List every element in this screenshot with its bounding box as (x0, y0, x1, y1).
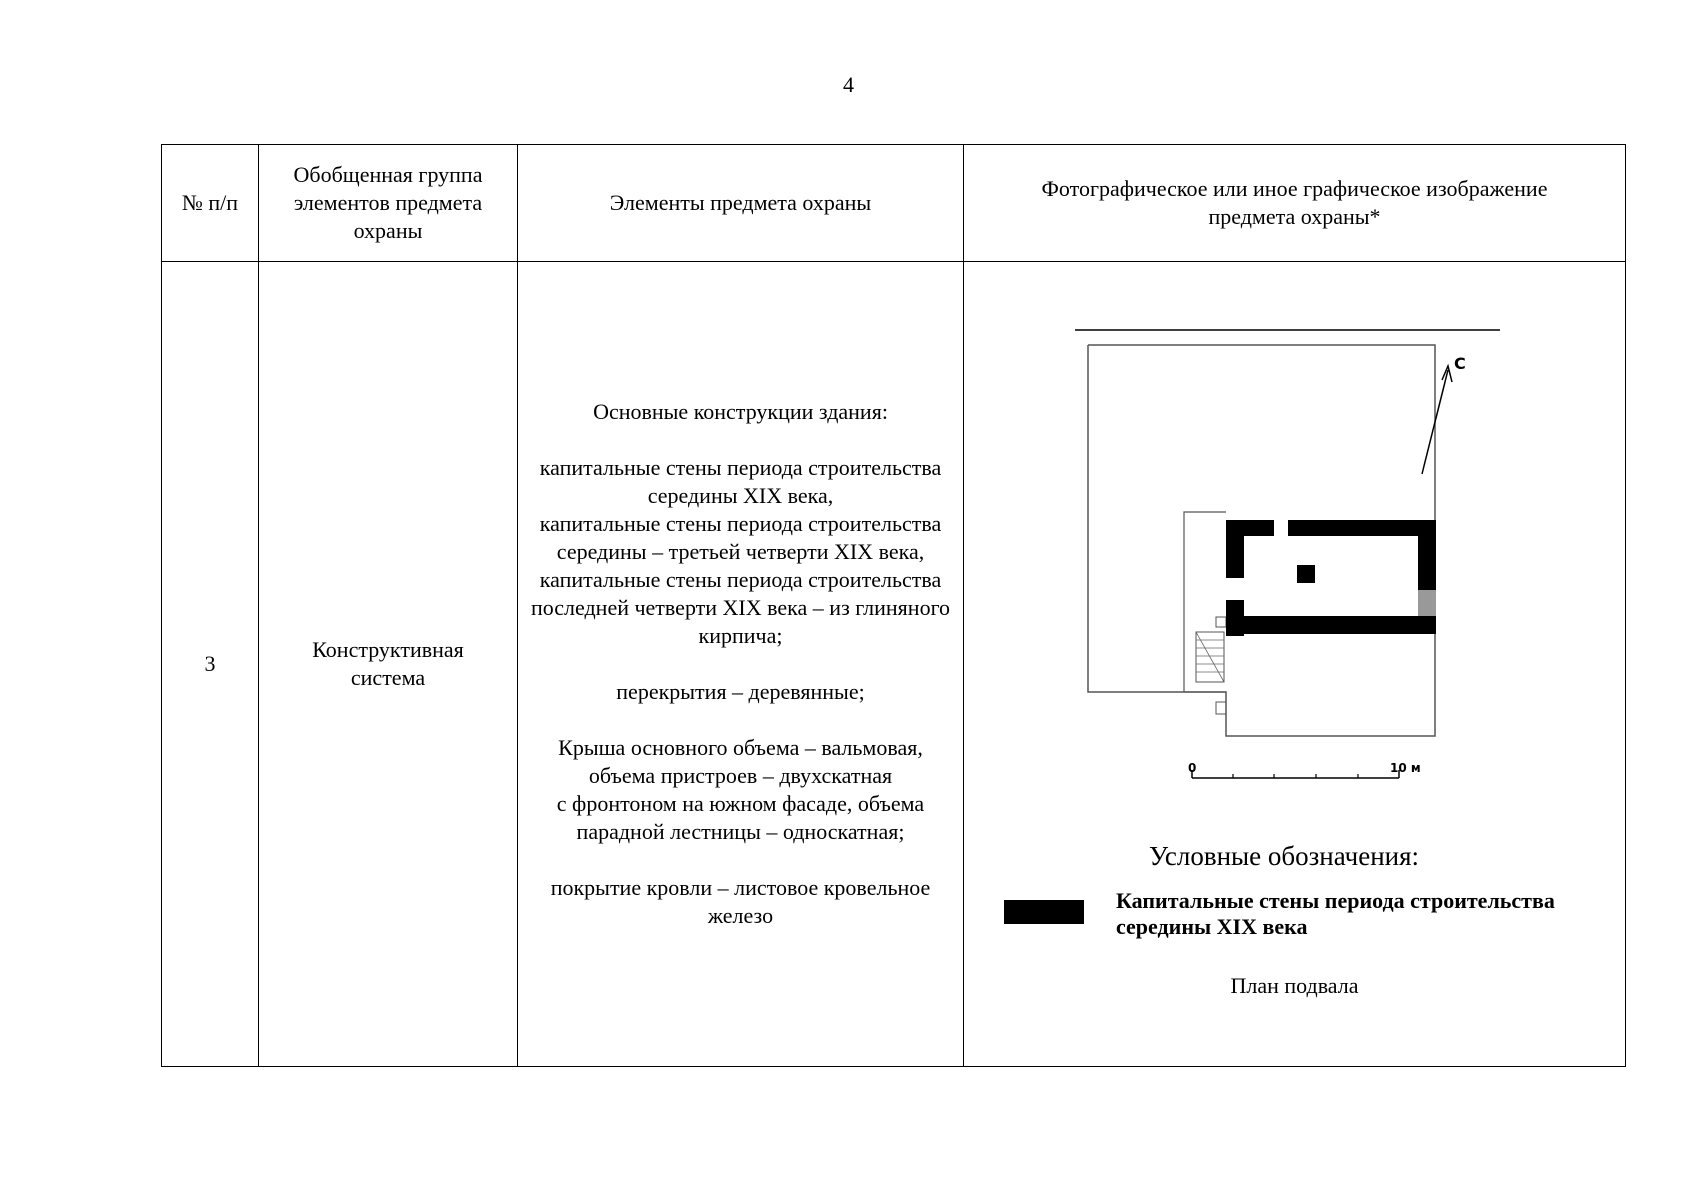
north-label: С (1454, 354, 1466, 373)
row-image-cell (964, 262, 1626, 1067)
basement-plan (964, 262, 1625, 1067)
table-row (162, 262, 1626, 1067)
row-group: Конструктивная система (259, 262, 518, 1067)
page-number: 4 (843, 72, 854, 97)
row-num: 3 (162, 262, 259, 1067)
header-elements: Элементы предмета охраны (518, 145, 964, 262)
row-elements: Основные конструкции здания: капитальные стены периода строительства середины XIX века, капитальные стены периода строительства середины – третьей четверти XIX века, капитальные стены периода строительства последней четверти XIX века – из глиняного кирпича; перекрытия – деревянные; Крыша основного объема – вальмовая, объема пристроев – двухскатная с фронтоном на южном фасаде, объема парадной лестницы – односкатная; покрытие кровли – листовое кровельное железо (518, 262, 964, 1067)
scale-end-label: 10 м (1390, 761, 1421, 775)
plan-caption: План подвала (1230, 973, 1359, 998)
header-num: № п/п (162, 145, 259, 262)
header-group: Обобщенная группа элементов предмета охраны (259, 145, 518, 262)
legend-title: Условные обозначения: (1149, 841, 1420, 871)
header-image: Фотографическое или иное графическое изображение предмета охраны* (964, 145, 1626, 262)
scale-start-label: 0 (1188, 761, 1197, 775)
protection-table (161, 144, 1626, 1067)
floor-plan-drawing (964, 262, 1625, 1067)
legend-swatch (1004, 900, 1084, 924)
table-header-row (162, 145, 1626, 262)
legend-item-text: Капитальные стены периода строительства середины XIX века (1116, 888, 1555, 939)
